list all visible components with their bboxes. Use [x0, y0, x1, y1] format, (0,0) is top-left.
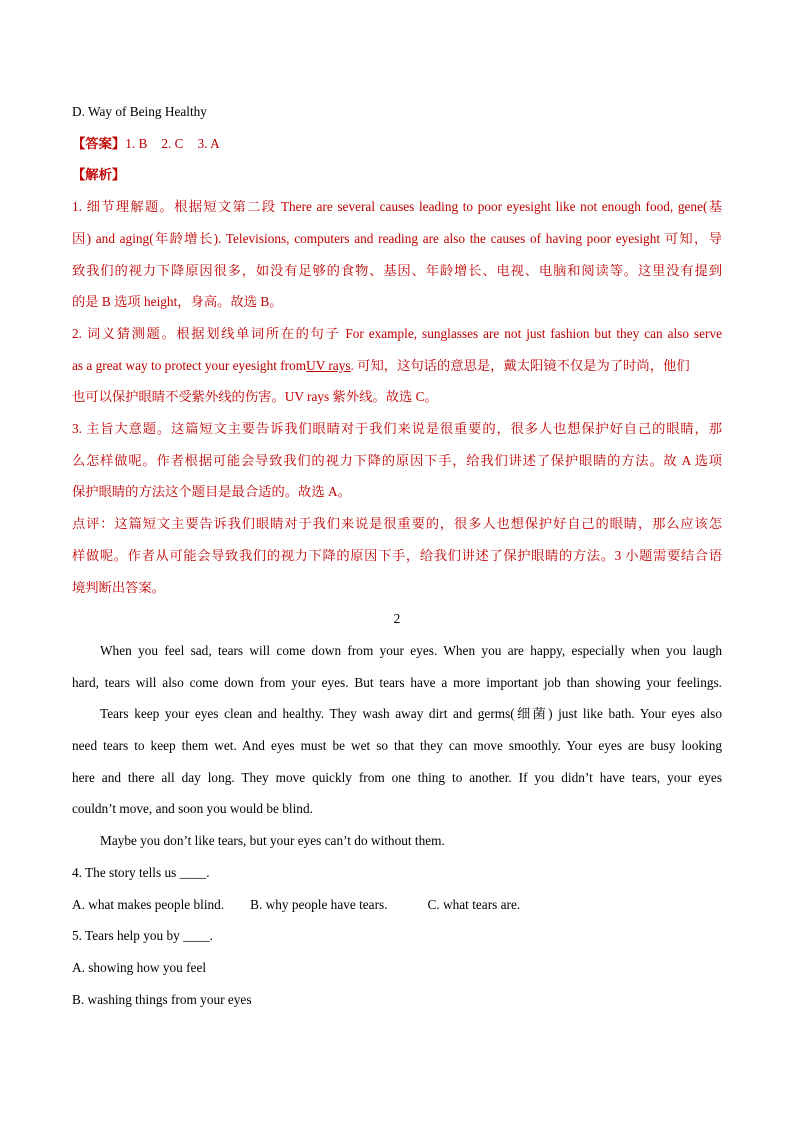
comment-line-1: 点评：这篇短文主要告诉我们眼睛对于我们来说是很重要的，很多人也想保护好自己的眼睛，那么应该怎: [72, 516, 722, 532]
analysis-3-line-3: 保护眼睛的方法这个题目是最合适的。故选 A。: [72, 484, 351, 500]
passage-1-line-1: When you feel sad, tears will come down from your eyes. When you are happy, especially when you laugh: [100, 642, 722, 658]
analysis-2-line-1: 2. 词义猜测题。根据划线单词所在的句子 For example, sunglasses are not just fashion but they can also serve: [72, 325, 722, 341]
analysis-1-line-1: 1. 细节理解题。根据短文第二段 There are several causes leading to poor eyesight like not enough food, gene(基: [72, 199, 722, 215]
comment-line-2: 样做呢。作者从可能会导致我们的视力下降的原因下手，给我们讲述了保护眼睛的方法。3 小题需要结合语: [72, 547, 722, 563]
section-number: 2: [393, 611, 401, 627]
passage-1-line-2: hard, tears will also come down from your eyes. But tears have a more important job than showing your feelings.: [72, 674, 722, 690]
analysis-2-line-2: [72, 350, 722, 382]
analysis-1-line-2: 因) and aging(年龄增长). Televisions, computers and reading are also the causes of having poor eyesight 可知，导: [72, 230, 722, 246]
passage-2-line-1: Tears keep your eyes clean and healthy. They wash away dirt and germs(细菌) just like bath. Your eyes also: [100, 706, 722, 722]
document-page: [72, 96, 722, 1015]
analysis-2-line-3: 也可以保护眼睛不受紫外线的伤害。UV rays 紫外线。故选 C。: [72, 389, 438, 405]
question-4-options: [72, 889, 722, 921]
analysis-2-pre: as a great way to protect your eyesight from: [72, 357, 307, 373]
analysis-2-post: . 可知，这句话的意思是，戴太阳镜不仅是为了时尚，他们: [350, 357, 690, 373]
q5-option-b: B. washing things from your eyes: [72, 991, 252, 1007]
underlined-word: UV rays: [306, 357, 351, 373]
passage-3: Maybe you don’t like tears, but your eyes can’t do without them.: [100, 833, 445, 849]
q4-option-b: B. why people have tears.: [250, 896, 388, 912]
q4-option-a: A. what makes people blind.: [72, 896, 225, 912]
q5-option-a: A. showing how you feel: [72, 959, 207, 975]
answer-line: [72, 128, 722, 160]
answer-3: 3. A: [197, 135, 220, 151]
analysis-3-line-2: 么怎样做呢。作者根据可能会导致我们的视力下降的原因下手，给我们讲述了保护眼睛的方法。故 A 选项: [72, 452, 722, 468]
analysis-tag: 【解析】: [72, 167, 126, 183]
analysis-1-line-4: 的是 B 选项 height，身高。故选 B。: [72, 294, 283, 310]
analysis-1-line-3: 致我们的视力下降原因很多，如没有足够的食物、基因、年龄增长、电视、电脑和阅读等。这里没有提到: [72, 262, 722, 278]
question-5: 5. Tears help you by ____.: [72, 928, 214, 944]
question-4: 4. The story tells us ____.: [72, 864, 210, 880]
passage-2-line-2: need tears to keep them wet. And eyes must be wet so that they can move smoothly. Your eyes are busy looking: [72, 738, 722, 754]
answer-2: 2. C: [161, 135, 184, 151]
passage-2-line-3: here and there all day long. They move quickly from one thing to another. If you didn’t have tears, your eyes: [72, 769, 722, 785]
option-d: D. Way of Being Healthy: [72, 104, 207, 119]
answer-tag: 【答案】: [72, 135, 126, 151]
answer-1: 1. B: [125, 135, 148, 151]
passage-2-line-4: couldn’t move, and soon you would be blind.: [72, 801, 313, 817]
analysis-3-line-1: 3. 主旨大意题。这篇短文主要告诉我们眼睛对于我们来说是很重要的，很多人也想保护好自己的眼睛，那: [72, 421, 722, 437]
q4-option-c: C. what tears are.: [427, 896, 521, 912]
comment-line-3: 境判断出答案。: [72, 579, 166, 595]
